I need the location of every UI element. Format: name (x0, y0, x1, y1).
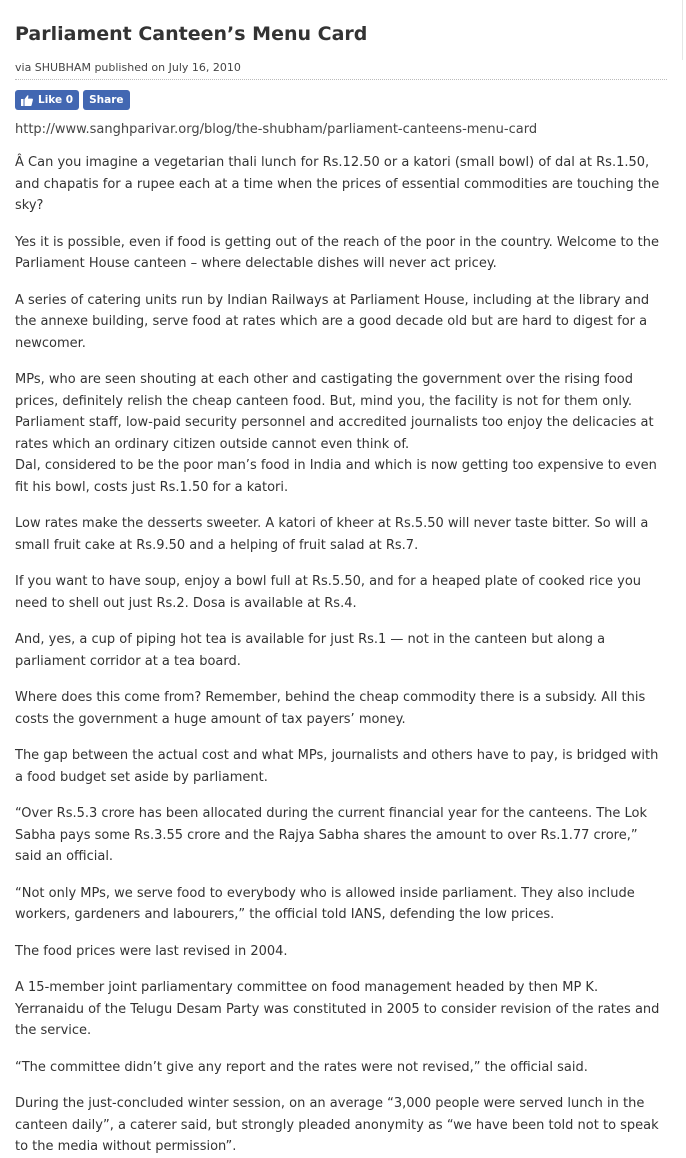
article-body (15, 152, 667, 1158)
paragraph: Dal, considered to be the poor man’s food in India and which is now getting too expensive to even fit his bowl, costs just Rs.1.50 for a katori. (15, 458, 657, 495)
paragraph: Low rates make the desserts sweeter. A katori of kheer at Rs.5.50 will never taste bitter. So will a small fruit cake at Rs.9.50 and a helping of fruit salad at Rs.7. (15, 516, 649, 553)
like-label: Like 0 (38, 94, 74, 106)
paragraph: Yes it is possible, even if food is getting out of the reach of the poor in the country. Welcome to the Parliament House canteen – where delectable dishes will never act pricey. (15, 234, 659, 271)
paragraph: And, yes, a cup of piping hot tea is available for just Rs.1 — not in the canteen but along a parliament corridor at a tea board. (15, 632, 606, 669)
social-bar (15, 90, 667, 110)
paragraph: If you want to have soup, enjoy a bowl full at Rs.5.50, and for a heaped plate of cooked rice you need to shell out just Rs.2. Dosa is available at Rs.4. (15, 574, 642, 611)
article-meta: via SHUBHAM published on July 16, 2010 (15, 61, 667, 80)
paragraph: MPs, who are seen shouting at each other and castigating the government over the rising food prices, definitely relish the cheap canteen food. But, mind you, the facility is not for them only. Parliament staff, low-paid security personnel and accredited journalists too enjoy the delicacies at rates which an ordinary citizen outside cannot even think of. (15, 372, 654, 452)
paragraph: Where does this come from? Remember, behind the cheap commodity there is a subsidy. All this costs the government a huge amount of tax payers’ money. (15, 690, 646, 727)
paragraph: “Over Rs.5.3 crore has been allocated during the current financial year for the canteens. The Lok Sabha pays some Rs.3.55 crore and the Rajya Sabha shares the amount to over Rs.1.77 crore,” said an official. (15, 806, 648, 864)
paragraph: Â Can you imagine a vegetarian thali lunch for Rs.12.50 or a katori (small bowl) of dal at Rs.1.50, and chapatis for a rupee each at a time when the prices of essential commodities are touching the sky? (15, 155, 660, 213)
article (15, 0, 667, 1158)
facebook-share-button[interactable] (83, 90, 129, 110)
paragraph: A series of catering units run by Indian Railways at Parliament House, including at the library and the annexe building, serve food at rates which are a good decade old but are hard to digest for a newcomer. (15, 292, 650, 351)
paragraph: The gap between the actual cost and what MPs, journalists and others have to pay, is bridged with a food budget set aside by parliament. (15, 748, 659, 785)
paragraph: “The committee didn’t give any report and the rates were not revised,” the official said. (15, 1059, 588, 1075)
share-label: Share (89, 94, 124, 106)
page-edge-rule (682, 0, 683, 60)
source-url: http://www.sanghparivar.org/blog/the-shubham/parliament-canteens-menu-card (15, 122, 538, 137)
paragraph: The food prices were last revised in 2004. (15, 943, 288, 959)
article-title: Parliament Canteen’s Menu Card (15, 23, 368, 45)
facebook-like-button[interactable] (15, 90, 79, 110)
thumbs-up-icon (21, 95, 33, 106)
paragraph: “Not only MPs, we serve food to everybody who is allowed inside parliament. They also include workers, gardeners and labourers,” the official told IANS, defending the low prices. (15, 885, 635, 922)
paragraph: During the just-concluded winter session, on an average “3,000 people were served lunch in the canteen daily”, a caterer said, but strongly pleaded anonymity as “we have been told not to speak to the media without permission”. (15, 1096, 659, 1154)
paragraph: A 15-member joint parliamentary committee on food management headed by then MP K. Yerranaidu of the Telugu Desam Party was constituted in 2005 to consider revision of the rates and the service. (15, 980, 660, 1038)
